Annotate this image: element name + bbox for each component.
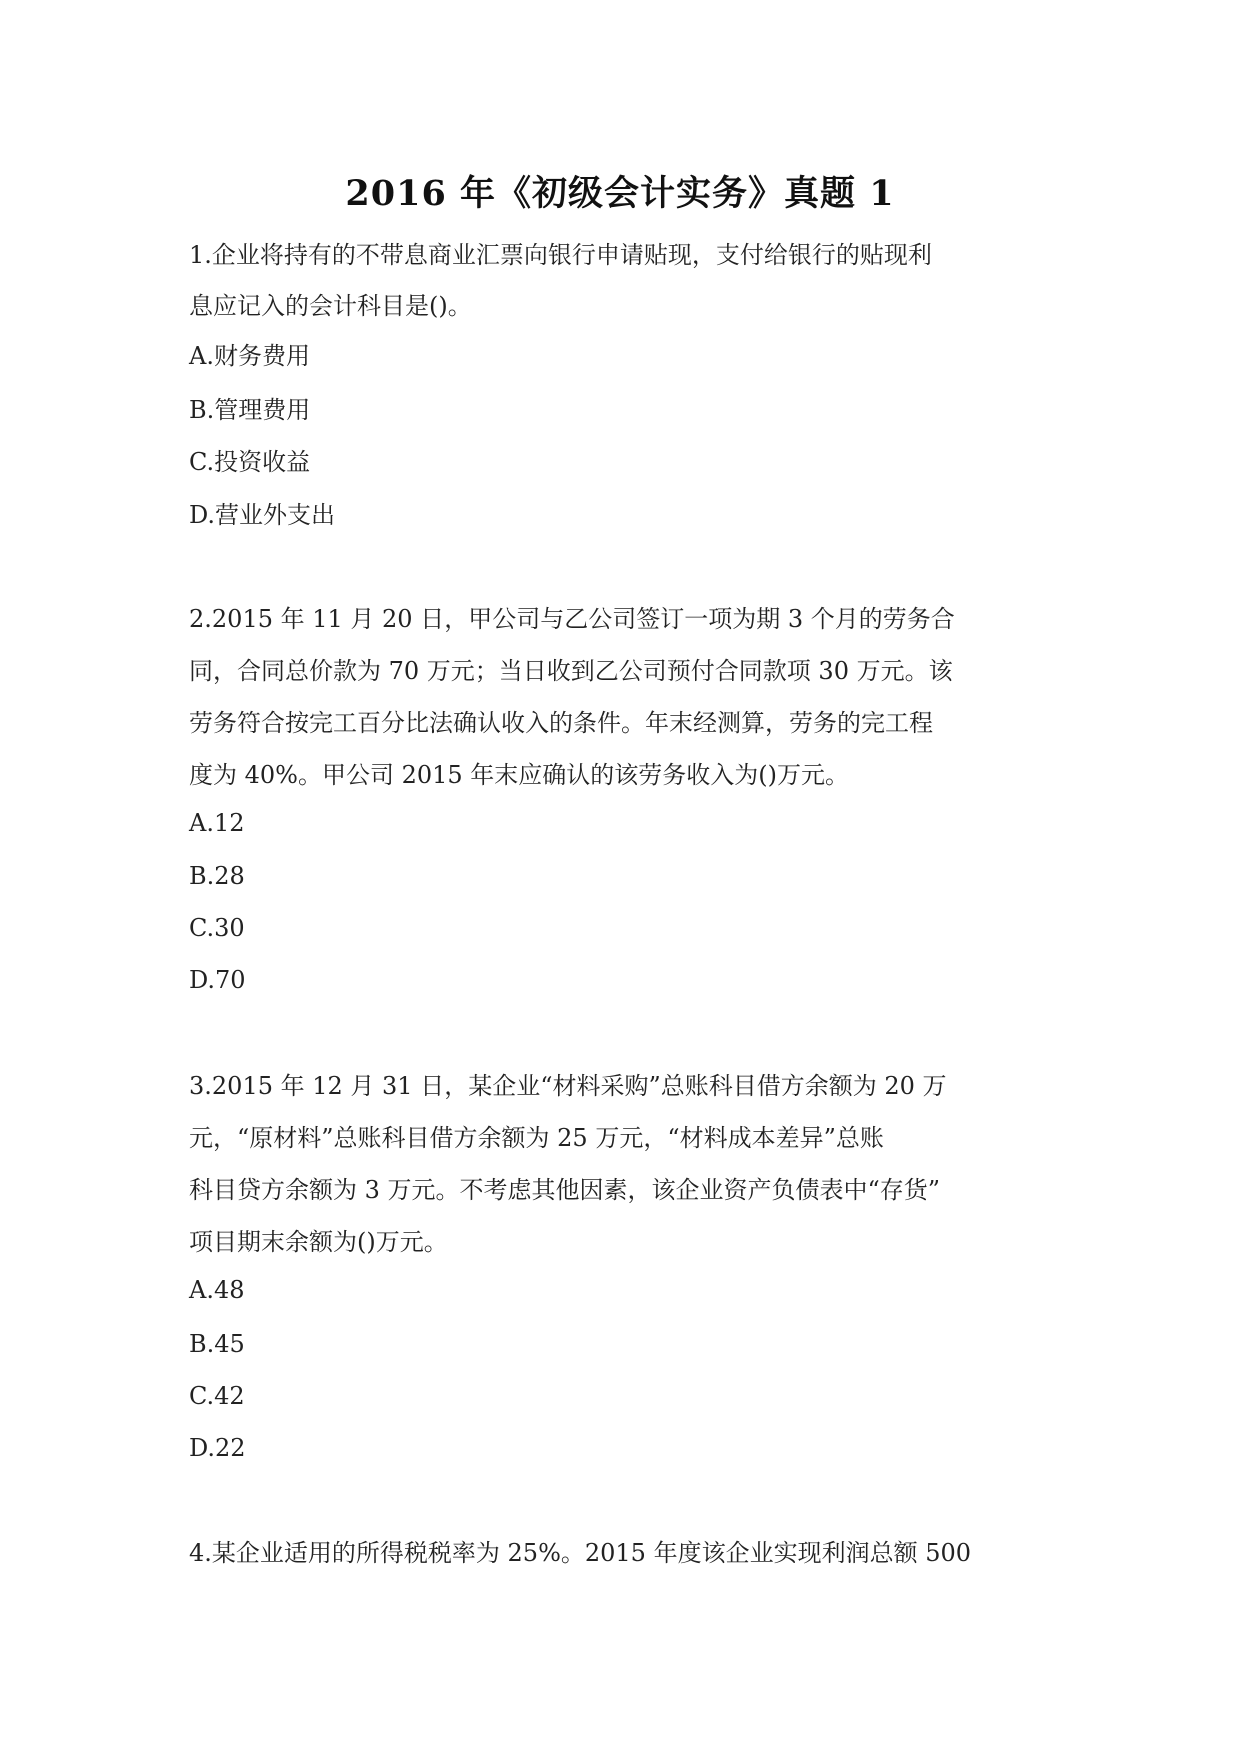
question-text: 息应记入的会计科目是()。 — [189, 292, 472, 320]
question-text: 3.2015 年 12 月 31 日，某企业“材料采购”总账科目借方余额为 20 万 — [189, 1072, 947, 1100]
option-b: B.管理费用 — [189, 396, 311, 424]
question-text: 同，合同总价款为 70 万元；当日收到乙公司预付合同款项 30 万元。该 — [189, 657, 953, 685]
question-text: 4.某企业适用的所得税税率为 25%。2015 年度该企业实现利润总额 500 — [189, 1539, 972, 1567]
question-text: 元，“原材料”总账科目借方余额为 25 万元，“材料成本差异”总账 — [189, 1124, 884, 1152]
question-text: 度为 40%。甲公司 2015 年末应确认的该劳务收入为()万元。 — [189, 761, 850, 789]
option-d: D.22 — [189, 1434, 246, 1462]
option-b: B.45 — [189, 1330, 245, 1358]
option-a: A.财务费用 — [189, 342, 310, 370]
question-text: 2.2015 年 11 月 20 日，甲公司与乙公司签订一项为期 3 个月的劳务合 — [189, 605, 955, 633]
question-text: 1.企业将持有的不带息商业汇票向银行申请贴现，支付给银行的贴现利 — [189, 241, 932, 269]
question-text: 项目期末余额为()万元。 — [189, 1228, 448, 1256]
option-d: D.70 — [189, 966, 246, 994]
document-title: 2016 年《初级会计实务》真题 1 — [345, 173, 895, 214]
question-text: 科目贷方余额为 3 万元。不考虑其他因素，该企业资产负债表中“存货” — [189, 1176, 941, 1204]
question-text: 劳务符合按完工百分比法确认收入的条件。年末经测算，劳务的完工程 — [189, 709, 933, 737]
option-c: C.30 — [189, 914, 245, 942]
option-a: A.48 — [189, 1276, 245, 1304]
option-c: C.投资收益 — [189, 448, 311, 476]
option-d: D.营业外支出 — [189, 501, 336, 529]
option-a: A.12 — [189, 809, 245, 837]
option-b: B.28 — [189, 862, 245, 890]
option-c: C.42 — [189, 1382, 245, 1410]
